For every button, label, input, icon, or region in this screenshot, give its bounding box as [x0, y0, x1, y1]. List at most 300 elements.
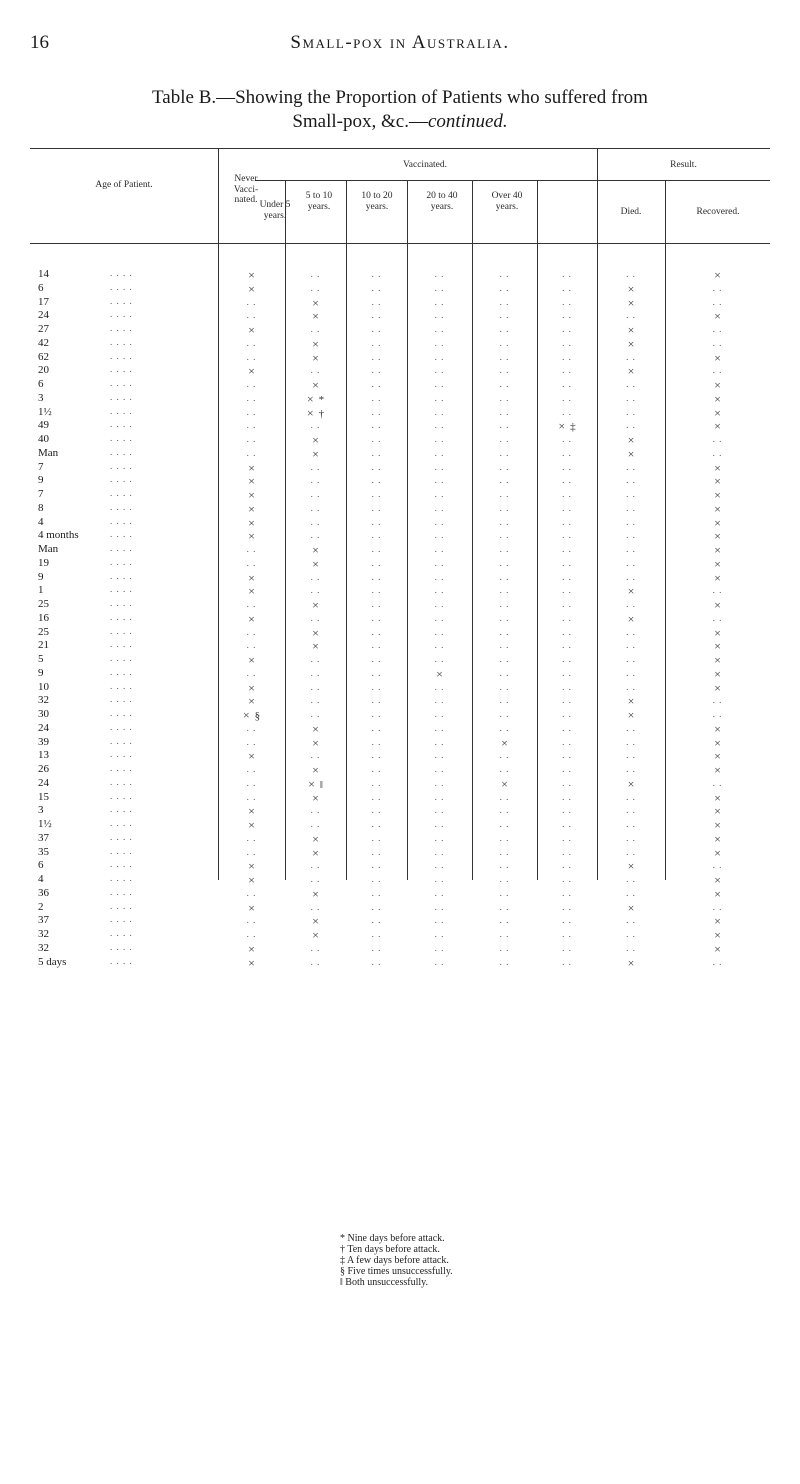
cell-under5 [285, 914, 346, 929]
empty-dots: . . [712, 956, 723, 967]
empty-dots: . . [371, 722, 382, 733]
cell-over40 [537, 901, 597, 913]
table-row [30, 873, 770, 887]
empty-dots: . . [562, 557, 572, 568]
cell-v20to40 [472, 557, 537, 569]
cell-v20to40 [472, 667, 537, 679]
empty-dots: . . [499, 667, 510, 678]
cell-died [597, 598, 665, 610]
cell-v5to10 [346, 914, 407, 926]
cell-v5to10 [346, 296, 407, 308]
cell-recovered [665, 749, 770, 764]
cell-v10to20 [407, 694, 472, 706]
mark-cross: × [714, 378, 721, 392]
cell-v5to10 [346, 598, 407, 610]
cell-over40 [537, 433, 597, 445]
cell-v10to20 [407, 791, 472, 803]
leader-dots: . . . . [110, 721, 133, 732]
empty-dots: . . [246, 736, 257, 747]
cell-died [597, 419, 665, 431]
table-row [30, 859, 770, 873]
age-cell: 1 [38, 584, 44, 597]
mark-cross: × [242, 708, 250, 722]
cell-never [218, 777, 285, 789]
cell-v20to40 [472, 804, 537, 816]
cell-under5 [285, 681, 346, 693]
age-cell: 32 [38, 941, 49, 954]
cell-under5 [285, 791, 346, 806]
table-row [30, 571, 770, 585]
cell-never [218, 282, 285, 297]
footnotes [340, 1233, 640, 1288]
table-top-rule [30, 148, 770, 149]
empty-dots: . . [371, 846, 382, 857]
empty-dots: . . [310, 269, 321, 279]
table-row [30, 557, 770, 571]
mark-cross: × [248, 488, 255, 502]
table-row [30, 406, 770, 420]
age-cell: 32 [38, 928, 49, 940]
empty-dots: . . [371, 296, 382, 307]
cell-died [597, 736, 665, 748]
mark-cross: × [627, 900, 635, 915]
empty-dots: . . [434, 654, 445, 664]
empty-dots: . . [562, 461, 572, 472]
leader-dots: . . . . [110, 776, 133, 787]
cell-v5to10 [346, 653, 407, 665]
empty-dots: . . [246, 846, 257, 857]
empty-dots: . . [626, 392, 636, 403]
cell-over40 [537, 598, 597, 610]
empty-dots: . . [371, 282, 382, 293]
empty-dots: . . [499, 585, 510, 596]
empty-dots: . . [562, 887, 572, 898]
cell-never [218, 846, 285, 858]
empty-dots: . . [310, 750, 321, 761]
empty-dots: . . [246, 599, 257, 609]
table-row [30, 543, 770, 557]
empty-dots: . . [562, 956, 572, 967]
empty-dots: . . [434, 764, 445, 774]
cell-never [218, 461, 285, 476]
table-row [30, 598, 770, 612]
mark-cross: × [248, 268, 255, 282]
empty-dots: . . [562, 764, 572, 774]
cell-under5 [285, 942, 346, 954]
empty-dots: . . [499, 392, 510, 403]
empty-dots: . . [626, 406, 636, 417]
empty-dots: . . [626, 915, 636, 926]
cell-v20to40 [472, 543, 537, 555]
table-row [30, 626, 770, 640]
cell-never [218, 626, 285, 638]
empty-dots: . . [499, 860, 510, 871]
empty-dots: . . [371, 365, 382, 376]
mark-cross: × [312, 721, 319, 736]
cell-v5to10 [346, 351, 407, 363]
cell-over40 [537, 571, 597, 583]
table-row [30, 488, 770, 502]
cell-v10to20 [407, 282, 472, 294]
cell-died [597, 337, 665, 352]
cell-v10to20 [407, 639, 472, 651]
cell-died [597, 612, 665, 627]
empty-dots: . . [562, 654, 572, 664]
leader-dots: . . . . [110, 611, 133, 622]
cell-v20to40 [472, 296, 537, 308]
table-row [30, 667, 770, 681]
mark-cross: × [714, 928, 721, 942]
age-cell: 37 [38, 914, 49, 927]
empty-dots: . . [246, 915, 257, 926]
cell-recovered [665, 282, 770, 294]
age-cell: 25 [38, 598, 49, 610]
empty-dots: . . [434, 901, 445, 912]
cell-v5to10 [346, 323, 407, 335]
table-row [30, 914, 770, 928]
empty-dots: . . [434, 461, 445, 472]
empty-dots: . . [371, 269, 382, 279]
cell-died [597, 268, 665, 280]
cell-v5to10 [346, 832, 407, 844]
empty-dots: . . [371, 544, 382, 554]
empty-dots: . . [626, 874, 636, 884]
cell-v10to20 [407, 529, 472, 541]
cell-never [218, 722, 285, 734]
leader-dots: . . . . [110, 501, 133, 512]
cell-v5to10 [346, 639, 407, 651]
cell-v5to10 [346, 612, 407, 624]
age-cell: 6 [38, 378, 44, 390]
cell-over40 [537, 323, 597, 335]
table-row [30, 364, 770, 378]
empty-dots: . . [499, 571, 510, 582]
empty-dots: . . [562, 365, 572, 376]
running-title: Small-pox in Australia. [290, 32, 510, 53]
cell-recovered [665, 433, 770, 445]
empty-dots: . . [246, 626, 257, 637]
empty-dots: . . [434, 874, 445, 884]
empty-dots: . . [310, 860, 321, 871]
empty-dots: . . [562, 612, 572, 623]
empty-dots: . . [310, 461, 321, 472]
age-cell: 26 [38, 763, 49, 775]
leader-dots: . . . . [110, 804, 133, 815]
cell-died [597, 474, 665, 486]
cell-v10to20 [407, 378, 472, 390]
cell-never [218, 323, 285, 338]
cell-over40 [537, 667, 597, 679]
empty-dots: . . [499, 351, 510, 362]
empty-dots: . . [434, 475, 445, 486]
cell-v5to10 [346, 749, 407, 761]
cell-under5 [285, 296, 346, 311]
cell-recovered [665, 639, 770, 654]
empty-dots: . . [499, 420, 510, 431]
cell-over40 [537, 612, 597, 624]
empty-dots: . . [499, 681, 510, 692]
empty-dots: . . [712, 585, 723, 596]
empty-dots: . . [246, 310, 257, 321]
cell-over40 [537, 296, 597, 308]
mark-cross: × [714, 886, 721, 901]
cell-died [597, 818, 665, 830]
empty-dots: . . [626, 544, 636, 554]
empty-dots: . . [434, 832, 445, 843]
empty-dots: . . [626, 736, 636, 747]
footnote: § Five times unsuccessfully. [340, 1266, 453, 1277]
cell-died [597, 873, 665, 885]
cell-under5 [285, 378, 346, 393]
cell-under5 [285, 612, 346, 624]
cell-v20to40 [472, 529, 537, 541]
cell-v10to20 [407, 681, 472, 693]
cell-under5 [285, 887, 346, 902]
cell-v5to10 [346, 818, 407, 830]
cell-v5to10 [346, 474, 407, 486]
mark-cross: × [248, 570, 255, 585]
cell-v5to10 [346, 887, 407, 899]
empty-dots: . . [371, 640, 382, 651]
mark-cross: × [248, 818, 255, 832]
empty-dots: . . [562, 722, 572, 733]
empty-dots: . . [434, 310, 445, 321]
cell-over40 [537, 543, 597, 555]
empty-dots: . . [434, 516, 445, 527]
leader-dots: . . . . [110, 584, 133, 595]
cell-died [597, 681, 665, 693]
cell-recovered [665, 777, 770, 789]
table-row [30, 928, 770, 942]
table-row [30, 708, 770, 722]
cell-recovered [665, 543, 770, 558]
cell-over40 [537, 447, 597, 459]
cell-under5 [285, 433, 346, 448]
empty-dots: . . [562, 667, 572, 678]
empty-dots: . . [626, 819, 636, 829]
cell-died [597, 777, 665, 792]
mark-cross: × [312, 543, 319, 557]
cell-under5 [285, 928, 346, 943]
empty-dots: . . [371, 392, 382, 403]
cell-v10to20 [407, 447, 472, 459]
cell-v5to10 [346, 378, 407, 390]
empty-dots: . . [626, 489, 636, 499]
cell-under5 [285, 364, 346, 376]
table-row [30, 392, 770, 406]
empty-dots: . . [562, 489, 572, 499]
footnote: ‡ A few days before attack. [340, 1255, 449, 1266]
cell-died [597, 378, 665, 390]
cell-v10to20 [407, 763, 472, 775]
cell-v20to40 [472, 791, 537, 803]
empty-dots: . . [499, 846, 510, 857]
empty-dots: . . [434, 640, 445, 651]
cell-over40 [537, 639, 597, 651]
cell-v20to40 [472, 323, 537, 335]
cell-over40 [537, 626, 597, 638]
empty-dots: . . [499, 502, 510, 513]
empty-dots: . . [626, 557, 636, 568]
cell-died [597, 351, 665, 363]
cell-never [218, 419, 285, 431]
cell-v10to20 [407, 626, 472, 638]
empty-dots: . . [499, 296, 510, 307]
empty-dots: . . [434, 392, 445, 403]
cell-recovered [665, 612, 770, 624]
mark-cross: × [558, 419, 566, 434]
leader-dots: . . . . [110, 666, 133, 677]
mark-cross: × [714, 515, 721, 530]
empty-dots: . . [499, 791, 510, 802]
cell-never [218, 406, 285, 418]
leader-dots: . . . . [110, 598, 133, 608]
leader-dots: . . . . [110, 680, 133, 691]
empty-dots: . . [562, 324, 572, 334]
mark-cross: × [714, 391, 721, 406]
mark-cross: × [627, 955, 635, 970]
cell-under5 [285, 736, 346, 751]
empty-dots: . . [246, 337, 257, 348]
table-row [30, 763, 770, 777]
mark-cross: × [312, 295, 319, 310]
empty-dots: . . [246, 764, 257, 774]
mark-cross: × [627, 323, 635, 337]
cell-under5 [285, 722, 346, 737]
cell-never [218, 447, 285, 459]
cell-recovered [665, 653, 770, 668]
cell-died [597, 804, 665, 816]
table-row [30, 351, 770, 365]
cell-v20to40 [472, 708, 537, 720]
cell-died [597, 461, 665, 473]
footnote-marker: ‖ [319, 778, 323, 791]
footnote: ‖ Both unsuccessfully. [340, 1277, 428, 1288]
cell-never [218, 653, 285, 668]
cell-recovered [665, 378, 770, 393]
cell-never [218, 502, 285, 517]
cell-recovered [665, 859, 770, 871]
empty-dots: . . [712, 324, 723, 334]
empty-dots: . . [434, 557, 445, 568]
cell-v10to20 [407, 461, 472, 473]
result-subheader-rule [595, 180, 770, 181]
header-age: Age of Patient. [95, 180, 153, 190]
table-row [30, 942, 770, 956]
empty-dots: . . [626, 420, 636, 431]
cell-v5to10 [346, 282, 407, 294]
mark-cross: × [248, 900, 255, 915]
empty-dots: . . [434, 681, 445, 692]
empty-dots: . . [371, 585, 382, 596]
cell-v5to10 [346, 309, 407, 321]
cell-v10to20 [407, 488, 472, 500]
footnote-marker: † [318, 407, 325, 420]
cell-never [218, 488, 285, 503]
cell-died [597, 406, 665, 418]
age-cell: 9 [38, 570, 44, 583]
mark-cross: × [312, 625, 319, 640]
empty-dots: . . [499, 942, 510, 953]
age-cell: 40 [38, 433, 49, 445]
cell-over40 [537, 804, 597, 816]
cell-v10to20 [407, 832, 472, 844]
age-cell: 4 [38, 515, 44, 528]
cell-over40 [537, 392, 597, 404]
cell-v10to20 [407, 571, 472, 583]
cell-under5 [285, 653, 346, 665]
cell-never [218, 749, 285, 764]
cell-never [218, 584, 285, 599]
leader-dots: . . . . [110, 391, 133, 402]
empty-dots: . . [434, 571, 445, 582]
age-cell: 3 [38, 804, 44, 817]
cell-recovered [665, 447, 770, 459]
mark-cross: × [627, 859, 635, 874]
cell-never [218, 763, 285, 775]
cell-v10to20 [407, 557, 472, 569]
empty-dots: . . [562, 585, 572, 596]
cell-under5 [285, 557, 346, 572]
cell-under5 [285, 474, 346, 486]
empty-dots: . . [499, 489, 510, 499]
age-cell: 7 [38, 488, 44, 500]
empty-dots: . . [562, 819, 572, 829]
empty-dots: . . [499, 365, 510, 376]
empty-dots: . . [626, 791, 636, 802]
cell-over40 [537, 749, 597, 761]
cell-over40 [537, 846, 597, 858]
table-row [30, 846, 770, 860]
cell-recovered [665, 928, 770, 943]
empty-dots: . . [434, 819, 445, 829]
cell-recovered [665, 337, 770, 349]
empty-dots: . . [499, 832, 510, 843]
mark-cross: × [312, 556, 319, 571]
empty-dots: . . [626, 475, 636, 486]
empty-dots: . . [371, 750, 382, 761]
mark-cross: × [627, 433, 635, 447]
cell-v20to40 [472, 626, 537, 638]
empty-dots: . . [434, 846, 445, 857]
cell-over40 [537, 681, 597, 693]
mark-cross: × [714, 845, 721, 860]
header-died: Died. [620, 207, 642, 217]
leader-dots: . . . . [110, 515, 133, 526]
mark-cross: × [248, 941, 255, 956]
cell-v5to10 [346, 406, 407, 418]
empty-dots: . . [499, 337, 510, 348]
empty-dots: . . [371, 819, 382, 829]
cell-v20to40 [472, 488, 537, 500]
leader-dots: . . . . [110, 364, 133, 375]
cell-died [597, 694, 665, 709]
cell-under5 [285, 694, 346, 706]
header-5-to-10: 5 to 10 years. [305, 191, 333, 212]
cell-died [597, 639, 665, 651]
empty-dots: . . [499, 324, 510, 334]
leader-dots: . . . . [110, 350, 133, 361]
leader-dots: . . . . [110, 955, 133, 966]
empty-dots: . . [434, 612, 445, 623]
cell-recovered [665, 626, 770, 641]
empty-dots: . . [626, 351, 636, 362]
empty-dots: . . [626, 530, 636, 541]
mark-cross: × [312, 886, 319, 901]
age-cell: 5 days [38, 955, 67, 968]
empty-dots: . . [434, 406, 445, 417]
age-cell: Man [38, 543, 59, 555]
